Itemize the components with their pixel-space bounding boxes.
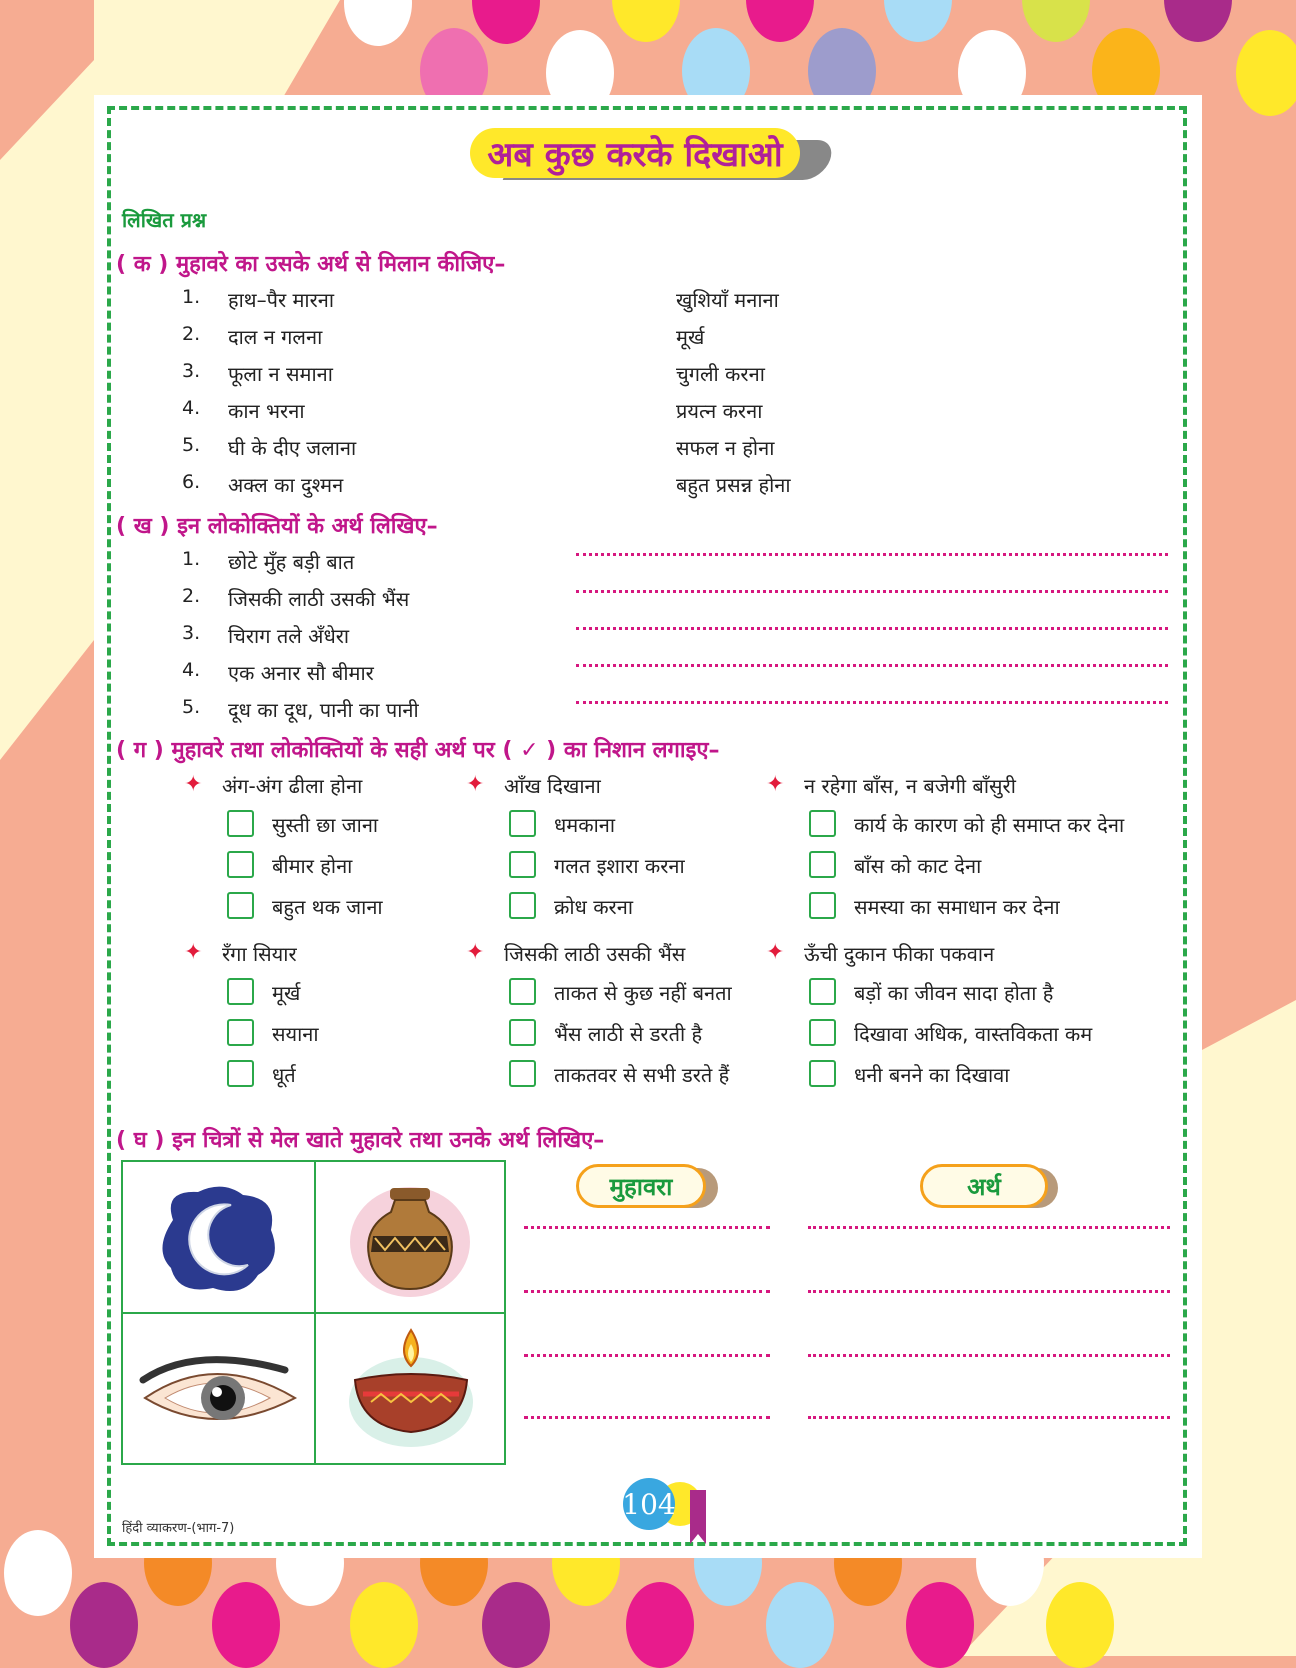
meaning-text: सफल न होना xyxy=(676,436,775,460)
star-bullet-icon: ✦ xyxy=(466,772,485,797)
proverb-text: जिसकी लाठी उसकी भैंस xyxy=(228,587,410,611)
option-label: मूर्ख xyxy=(272,981,301,1005)
option-checkbox[interactable] xyxy=(227,810,254,837)
option-checkbox[interactable] xyxy=(509,810,536,837)
book-title-footer: हिंदी व्याकरण-(भाग-7) xyxy=(122,1521,235,1536)
option-checkbox[interactable] xyxy=(809,851,836,878)
option-checkbox[interactable] xyxy=(227,1060,254,1087)
option-label: बड़ों का जीवन सादा होता है xyxy=(854,981,1054,1005)
item-number: 4. xyxy=(182,397,201,419)
option-label: बहुत थक जाना xyxy=(272,895,383,919)
option-label: बाँस को काट देना xyxy=(854,854,982,878)
meaning-column-label: अर्थ xyxy=(967,1172,1001,1201)
title-banner xyxy=(470,128,830,182)
item-number: 1. xyxy=(182,286,201,308)
option-label: गलत इशारा करना xyxy=(554,854,685,878)
star-bullet-icon: ✦ xyxy=(766,940,785,965)
item-number: 1. xyxy=(182,548,201,570)
picture-grid xyxy=(121,1160,506,1465)
option-checkbox[interactable] xyxy=(227,851,254,878)
item-number: 6. xyxy=(182,471,201,493)
meaning-answer-line[interactable] xyxy=(808,1416,1170,1419)
diya-picture xyxy=(341,1322,481,1452)
idiom-text: कान भरना xyxy=(228,399,305,423)
option-checkbox[interactable] xyxy=(509,851,536,878)
part-b-heading: ( ख ) इन लोकोक्तियों के अर्थ लिखिए– xyxy=(116,514,438,539)
decor-dot xyxy=(482,1582,550,1668)
option-checkbox[interactable] xyxy=(809,892,836,919)
item-number: 4. xyxy=(182,659,201,681)
pot-picture xyxy=(345,1174,475,1300)
option-label: धमकाना xyxy=(554,813,616,837)
option-label: धूर्त xyxy=(272,1063,296,1087)
option-checkbox[interactable] xyxy=(227,892,254,919)
option-label: ताकतवर से सभी डरते हैं xyxy=(554,1063,730,1087)
option-label: कार्य के कारण को ही समाप्त कर देना xyxy=(854,813,1125,837)
decor-dot xyxy=(626,1582,694,1668)
decor-dot xyxy=(906,1582,974,1668)
option-label: भैंस लाठी से डरती है xyxy=(554,1022,703,1046)
idiom-text: हाथ–पैर मारना xyxy=(228,288,335,312)
answer-line[interactable] xyxy=(576,627,1168,630)
idiom-answer-line[interactable] xyxy=(524,1354,770,1357)
title-pill xyxy=(470,128,800,178)
decor-dot xyxy=(766,1582,834,1668)
option-label: समस्या का समाधान कर देना xyxy=(854,895,1060,919)
answer-line[interactable] xyxy=(576,553,1168,556)
question-title: जिसकी लाठी उसकी भैंस xyxy=(504,942,686,966)
option-checkbox[interactable] xyxy=(509,892,536,919)
option-label: क्रोध करना xyxy=(554,895,634,919)
answer-line[interactable] xyxy=(576,701,1168,704)
answer-line[interactable] xyxy=(576,664,1168,667)
option-checkbox[interactable] xyxy=(227,978,254,1005)
option-label: धनी बनने का दिखावा xyxy=(854,1063,1010,1087)
item-number: 3. xyxy=(182,622,201,644)
decor-dot xyxy=(4,1530,72,1616)
answer-line[interactable] xyxy=(576,590,1168,593)
question-title: अंग-अंग ढीला होना xyxy=(222,774,363,798)
star-bullet-icon: ✦ xyxy=(766,772,785,797)
option-label: सयाना xyxy=(272,1022,319,1046)
meaning-answer-line[interactable] xyxy=(808,1226,1170,1229)
item-number: 3. xyxy=(182,360,201,382)
meaning-column-tag xyxy=(920,1164,1048,1208)
meaning-text: बहुत प्रसन्न होना xyxy=(676,473,791,497)
item-number: 2. xyxy=(182,323,201,345)
question-title: आँख दिखाना xyxy=(504,774,601,798)
part-a-heading: ( क ) मुहावरे का उसके अर्थ से मिलान कीजिए– xyxy=(116,252,506,277)
option-checkbox[interactable] xyxy=(809,810,836,837)
idiom-answer-line[interactable] xyxy=(524,1416,770,1419)
proverb-text: छोटे मुँह बड़ी बात xyxy=(228,550,355,574)
meaning-answer-line[interactable] xyxy=(808,1354,1170,1357)
part-c-heading: ( ग ) मुहावरे तथा लोकोक्तियों के सही अर्थ पर ( ✓ ) का निशान लगाइए– xyxy=(116,738,720,763)
idiom-text: अक्ल का दुश्मन xyxy=(228,473,344,497)
option-checkbox[interactable] xyxy=(227,1019,254,1046)
idiom-column-tag xyxy=(576,1164,706,1208)
idiom-answer-line[interactable] xyxy=(524,1290,770,1293)
question-title: न रहेगा बाँस, न बजेगी बाँसुरी xyxy=(804,774,1016,798)
option-checkbox[interactable] xyxy=(509,1019,536,1046)
idiom-text: घी के दीए जलाना xyxy=(228,436,357,460)
proverb-text: चिराग तले अँधेरा xyxy=(228,624,350,648)
star-bullet-icon: ✦ xyxy=(184,772,203,797)
page-number: 104 xyxy=(623,1478,675,1530)
meaning-text: चुगली करना xyxy=(676,362,765,386)
option-label: सुस्ती छा जाना xyxy=(272,813,379,837)
star-bullet-icon: ✦ xyxy=(184,940,203,965)
section-label: लिखित प्रश्न xyxy=(122,208,207,232)
option-label: बीमार होना xyxy=(272,854,353,878)
decor-dot xyxy=(70,1582,138,1668)
option-checkbox[interactable] xyxy=(509,1060,536,1087)
page-title: अब कुछ करके दिखाओ xyxy=(487,135,783,175)
decor-dot xyxy=(1236,30,1296,116)
idiom-column-label: मुहावरा xyxy=(609,1172,673,1201)
item-number: 2. xyxy=(182,585,201,607)
idiom-text: फूला न समाना xyxy=(228,362,333,386)
proverb-text: एक अनार सौ बीमार xyxy=(228,661,374,685)
option-checkbox[interactable] xyxy=(809,1019,836,1046)
meaning-answer-line[interactable] xyxy=(808,1290,1170,1293)
idiom-text: दाल न गलना xyxy=(228,325,323,349)
eye-picture xyxy=(135,1340,303,1440)
meaning-text: प्रयत्न करना xyxy=(676,399,763,423)
part-d-heading: ( घ ) इन चित्रों से मेल खाते मुहावरे तथा उनके अर्थ लिखिए– xyxy=(116,1128,605,1153)
star-bullet-icon: ✦ xyxy=(466,940,485,965)
option-checkbox[interactable] xyxy=(809,978,836,1005)
option-label: दिखावा अधिक, वास्तविकता कम xyxy=(854,1022,1093,1046)
item-number: 5. xyxy=(182,696,201,718)
item-number: 5. xyxy=(182,434,201,456)
option-checkbox[interactable] xyxy=(509,978,536,1005)
option-label: ताकत से कुछ नहीं बनता xyxy=(554,981,732,1005)
moon-picture xyxy=(153,1180,283,1298)
grid-divider xyxy=(123,1312,504,1314)
decor-dot xyxy=(1046,1582,1114,1668)
question-title: रँगा सियार xyxy=(222,942,297,966)
meaning-text: मूर्ख xyxy=(676,325,705,349)
decor-dot xyxy=(350,1582,418,1668)
proverb-text: दूध का दूध, पानी का पानी xyxy=(228,698,419,722)
meaning-text: खुशियाँ मनाना xyxy=(676,288,779,312)
option-checkbox[interactable] xyxy=(809,1060,836,1087)
question-title: ऊँची दुकान फीका पकवान xyxy=(804,942,995,966)
idiom-answer-line[interactable] xyxy=(524,1226,770,1229)
decor-dot xyxy=(212,1582,280,1668)
